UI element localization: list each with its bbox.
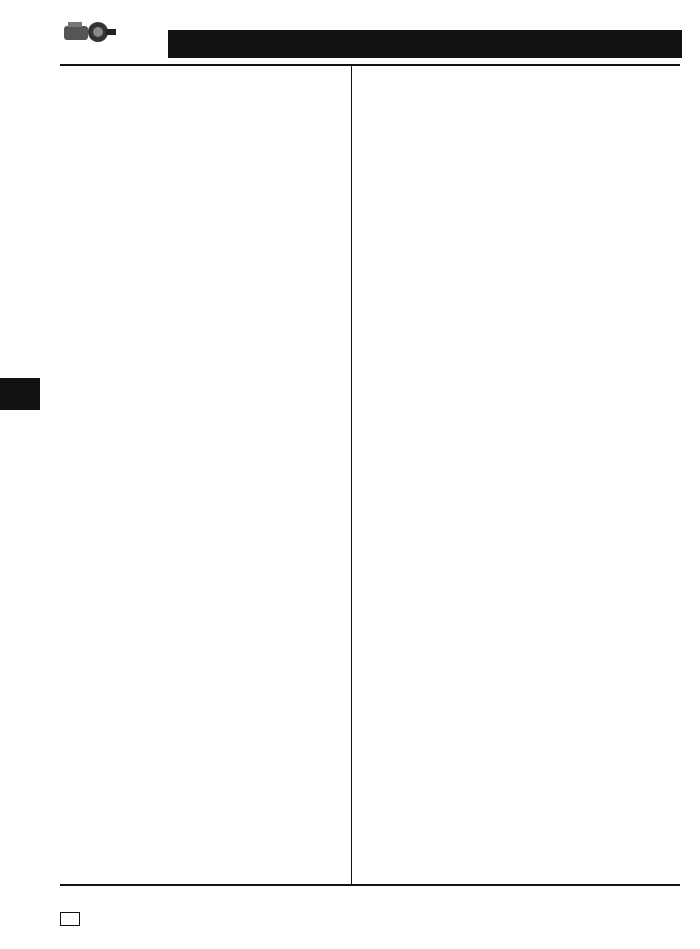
page-header	[60, 14, 682, 60]
selection-table	[60, 64, 680, 886]
section-tab-k	[0, 378, 40, 410]
column-divider	[351, 64, 352, 884]
title-bar	[168, 30, 682, 58]
gear-motor-logo-icon	[62, 18, 118, 44]
page-number	[60, 912, 80, 926]
